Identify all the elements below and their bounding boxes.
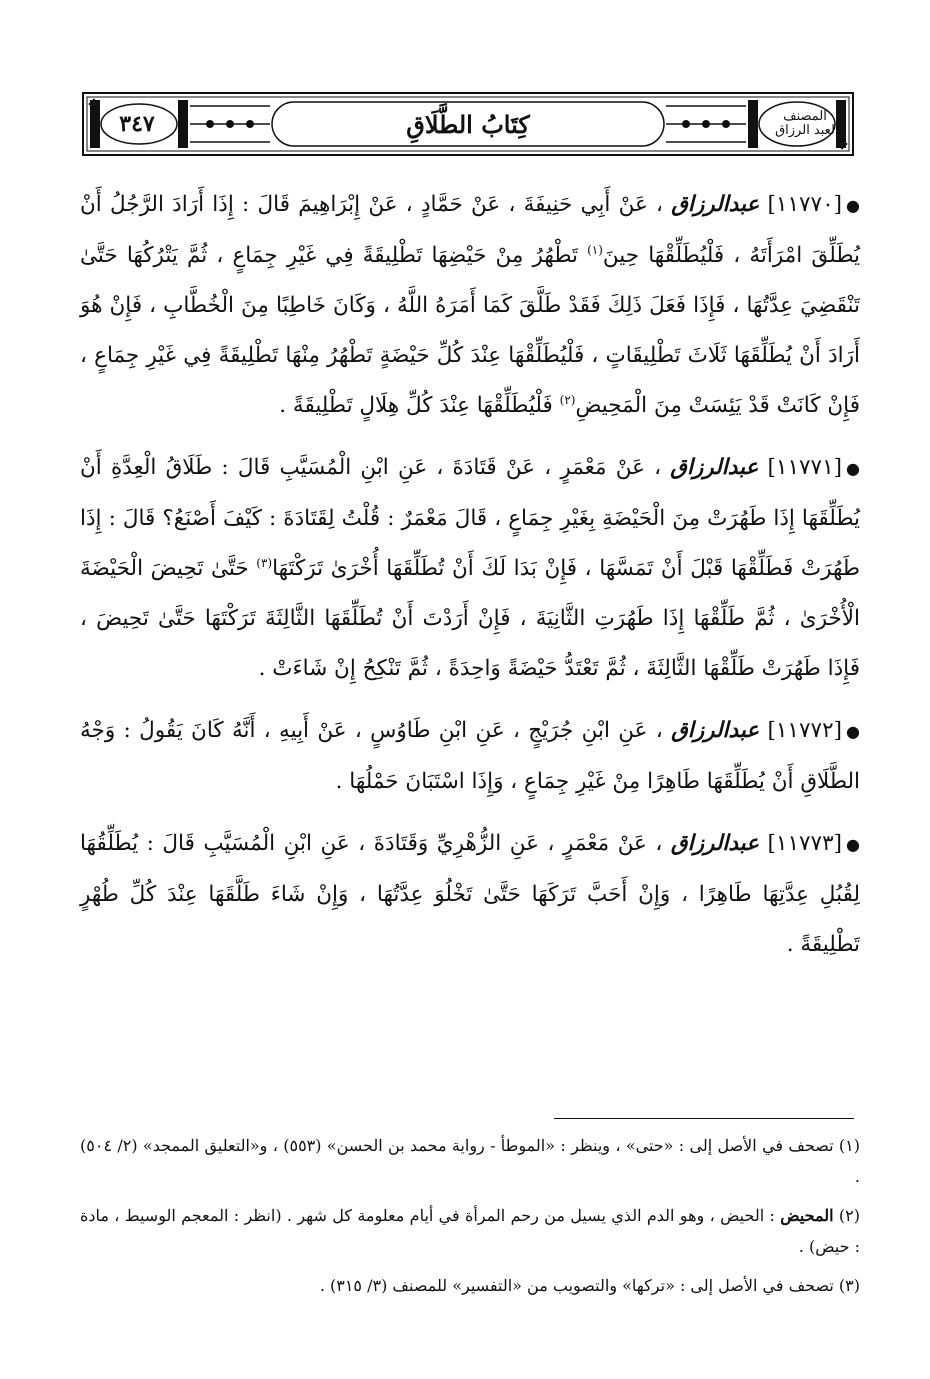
entry-number: ١١٧٧٢ [775,718,834,743]
entry-text: ، عَنِ ابْنِ جُرَيْجٍ ، عَنِ ابْنِ طَاوُسٍ ، عَنْ أَبِيهِ ، أَنَّهُ كَانَ يَقُولُ : وَجْهُ الطَّلَاقِ أَنْ يُطَلِّقَهَا طَاهِرًا مِنْ غَيْرِ جِمَاعٍ ، وَإِذَا اسْتَبَانَ حَمْلُهَا . [80,718,860,794]
entry-text: ، عَنْ مَعْمَرٍ ، عَنِ الزُّهْرِيِّ وَقَتَادَةَ ، عَنِ ابْنِ الْمُسَيَّبِ قَالَ : يُطَلِّقُهَا لِقُبُلِ عِدَّتِهَا طَاهِرًا ، وَإِنْ أَحَبَّ تَرَكَهَا حَتَّىٰ تَخْلُوَ عِدَّتُهَا ، وَإِنْ شَاءَ طَلَّقَهَا عِنْدَ كُلِّ طُهْرٍ تَطْلِيقَةً . [80,831,860,957]
entry-text: ، عَنْ أَبِي حَنِيفَةَ ، عَنْ حَمَّادٍ ، عَنْ إِبْرَاهِيمَ قَالَ : إِذَا أَرَادَ الرَّجُلُ أَنْ يُطَلِّقَ امْرَأَتَهُ ، فَلْيُطَلِّقْهَا حِينَ [80,192,861,268]
bullet-icon: ● [846,722,860,741]
footnote-text: تصحف في الأصل إلى : «حتى» ، وينظر : «الموطأ - رواية محمد بن الحسن» (٥٥٣) ، و«التعليق الممجد» (٢/ ٥٠٤) . [80,1136,860,1186]
footnote [80,1270,860,1301]
footnote-marker: (٣) [838,1276,860,1295]
logo-line-2: لعبد الرزاق [775,123,835,138]
footnote [80,1200,860,1262]
hadith-entry: ●[١١٧٧٢] عبدالرزاق ، عَنِ ابْنِ جُرَيْجٍ ، عَنِ ابْنِ طَاوُسٍ ، عَنْ أَبِيهِ ، أَنَّهُ كَانَ يَقُولُ : وَجْهُ الطَّلَاقِ أَنْ يُطَلِّقَهَا طَاهِرًا مِنْ غَيْرِ جِمَاعٍ ، وَإِذَا اسْتَبَانَ حَمْلُهَا . [80,706,860,807]
footnote-divider [554,1118,854,1119]
entry-number: ١١٧٧١ [775,455,834,480]
narrator-name: عبدالرزاق [671,192,760,217]
hadith-entry: ●[١١٧٧١] عبدالرزاق ، عَنْ مَعْمَرٍ ، عَنْ قَتَادَةَ ، عَنِ ابْنِ الْمُسَيَّبِ قَالَ : طَلَاقُ الْعِدَّةِ أَنْ يُطَلِّقَهَا إِذَا طَهُرَتْ مِنَ الْحَيْضَةِ بِغَيْرِ جِمَاعٍ ، قَالَ مَعْمَرٌ : قُلْتُ لِقَتَادَةَ : كَيْفَ أَصْنَعُ؟ قَالَ : إِذَا طَهُرَتْ فَطَلِّقْهَا قَبْلَ أَنْ تَمَسَّهَا ، فَإِنْ بَدَا لَكَ أَنْ تُطَلِّقَهَا أُخْرَىٰ تَرَكْتَهَا$^{(٣)}$ حَتَّىٰ تَحِيضَ الْحَيْضَةَ الْأُخْرَىٰ ، ثُمَّ طَلِّقْهَا إِذَا طَهُرَتِ الثَّانِيَةَ ، فَإِنْ أَرَدْتَ أَنْ تُطَلِّقَهَا الثَّالِثَةَ تَرَكْتَهَا حَتَّىٰ تَحِيضَ ، فَإِذَا طَهُرَتْ طَلِّقْهَا الثَّالِثَةَ ، ثُمَّ تَعْتَدُّ حَيْضَةً وَاحِدَةً ، ثُمَّ تَنْكِحُ إِنْ شَاءَتْ . [80,443,860,694]
entry-text: ، عَنْ مَعْمَرٍ ، عَنْ قَتَادَةَ ، عَنِ ابْنِ الْمُسَيَّبِ قَالَ : طَلَاقُ الْعِدَّةِ أَنْ يُطَلِّقَهَا إِذَا طَهُرَتْ مِنَ الْحَيْضَةِ بِغَيْرِ جِمَاعٍ ، قَالَ مَعْمَرٌ : قُلْتُ لِقَتَادَةَ : كَيْفَ أَصْنَعُ؟ قَالَ : إِذَا طَهُرَتْ فَطَلِّقْهَا قَبْلَ أَنْ تَمَسَّهَا ، فَإِنْ بَدَا لَكَ أَنْ تُطَلِّقَهَا أُخْرَىٰ تَرَكْتَهَا [80,455,860,581]
narrator-name: عبدالرزاق [671,718,760,743]
narrator-name: عبدالرزاق [670,831,759,856]
entry-text: فَلْيُطَلِّقْهَا عِنْدَ كُلِّ هِلَالٍ تَطْلِيقَةً . [279,393,553,418]
main-text [80,180,860,982]
footnote-marker: (١) [838,1136,861,1155]
footnote-ref[interactable]: (٣) [256,555,273,570]
footnote-text: تصحف في الأصل إلى : «تركها» والتصويب من «التفسير» للمصنف (٣/ ٣١٥) . [319,1276,834,1295]
bullet-icon: ● [846,459,860,478]
page-number: ٣٤٧ [119,111,155,137]
page-header [82,92,854,156]
hadith-entry: ●[١١٧٧٣] عبدالرزاق ، عَنْ مَعْمَرٍ ، عَنِ الزُّهْرِيِّ وَقَتَادَةَ ، عَنِ ابْنِ الْمُسَيَّبِ قَالَ : يُطَلِّقُهَا لِقُبُلِ عِدَّتِهَا طَاهِرًا ، وَإِنْ أَحَبَّ تَرَكَهَا حَتَّىٰ تَخْلُوَ عِدَّتُهَا ، وَإِنْ شَاءَ طَلَّقَهَا عِنْدَ كُلِّ طُهْرٍ تَطْلِيقَةً . [80,819,860,970]
footnote-text: : الحيض ، وهو الدم الذي يسيل من رحم المرأة في أيام معلومة كل شهر . (انظر : المعجم الوسيط ، مادة : حيض) . [80,1206,860,1256]
footnote-marker: (٢) [838,1206,860,1225]
footnotes [80,1130,860,1309]
entry-number: ١١٧٧٣ [775,831,834,856]
footnote-ref[interactable]: (١) [587,242,603,257]
chapter-title: كِتَابُ الطَّلَاقِ [406,109,530,139]
entry-text: تَطْهُرُ مِنْ حَيْضِهَا تَطْلِيقَةً فِي غَيْرِ جِمَاعٍ ، ثُمَّ يَتْرُكُهَا حَتَّىٰ تَنْقَضِيَ عِدَّتُهَا ، فَإِذَا فَعَلَ ذَلِكَ فَقَدْ طَلَّقَ كَمَا أَمَرَهُ اللَّهُ ، وَكَانَ خَاطِبًا مِنَ الْخُطَّابِ ، فَإِنْ هُوَ أَرَادَ أَنْ يُطَلِّقَهَا ثَلَاثَ تَطْلِيقَاتٍ ، فَلْيُطَلِّقْهَا عِنْدَ كُلِّ حَيْضَةٍ تَطْهُرُ مِنْهَا تَطْلِيقَةً فِي غَيْرِ جِمَاعٍ ، فَإِنْ كَانَتْ قَدْ يَئِسَتْ مِنَ الْمَحِيضِ [80,243,860,418]
narrator-name: عبدالرزاق [670,455,759,480]
hadith-entry: ●[١١٧٧٠] عبدالرزاق ، عَنْ أَبِي حَنِيفَةَ ، عَنْ حَمَّادٍ ، عَنْ إِبْرَاهِيمَ قَالَ : إِذَا أَرَادَ الرَّجُلُ أَنْ يُطَلِّقَ امْرَأَتَهُ ، فَلْيُطَلِّقْهَا حِينَ$^{(١)}$ تَطْهُرُ مِنْ حَيْضِهَا تَطْلِيقَةً فِي غَيْرِ جِمَاعٍ ، ثُمَّ يَتْرُكُهَا حَتَّىٰ تَنْقَضِيَ عِدَّتُهَا ، فَإِذَا فَعَلَ ذَلِكَ فَقَدْ طَلَّقَ كَمَا أَمَرَهُ اللَّهُ ، وَكَانَ خَاطِبًا مِنَ الْخُطَّابِ ، فَإِنْ هُوَ أَرَادَ أَنْ يُطَلِّقَهَا ثَلَاثَ تَطْلِيقَاتٍ ، فَلْيُطَلِّقْهَا عِنْدَ كُلِّ حَيْضَةٍ تَطْهُرُ مِنْهَا تَطْلِيقَةً فِي غَيْرِ جِمَاعٍ ، فَإِنْ كَانَتْ قَدْ يَئِسَتْ مِنَ الْمَحِيضِ$^{(٢)}$ فَلْيُطَلِّقْهَا عِنْدَ كُلِّ هِلَالٍ تَطْلِيقَةً . [80,180,860,431]
footnote [80,1130,860,1192]
bullet-icon: ● [846,835,860,854]
bullet-icon: ● [846,196,860,215]
entry-number: ١١٧٧٠ [775,192,834,217]
logo-line-1: المصنف [783,109,827,124]
footnote-term: المحيض [780,1206,834,1225]
book-logo [770,102,840,146]
entry-text: حَتَّىٰ تَحِيضَ الْحَيْضَةَ الْأُخْرَىٰ ، ثُمَّ طَلِّقْهَا إِذَا طَهُرَتِ الثَّانِيَةَ ، فَإِنْ أَرَدْتَ أَنْ تُطَلِّقَهَا الثَّالِثَةَ تَرَكْتَهَا حَتَّىٰ تَحِيضَ ، فَإِذَا طَهُرَتْ طَلِّقْهَا الثَّالِثَةَ ، ثُمَّ تَعْتَدُّ حَيْضَةً وَاحِدَةً ، ثُمَّ تَنْكِحُ إِنْ شَاءَتْ . [80,556,860,681]
footnote-ref[interactable]: (٢) [559,392,576,407]
